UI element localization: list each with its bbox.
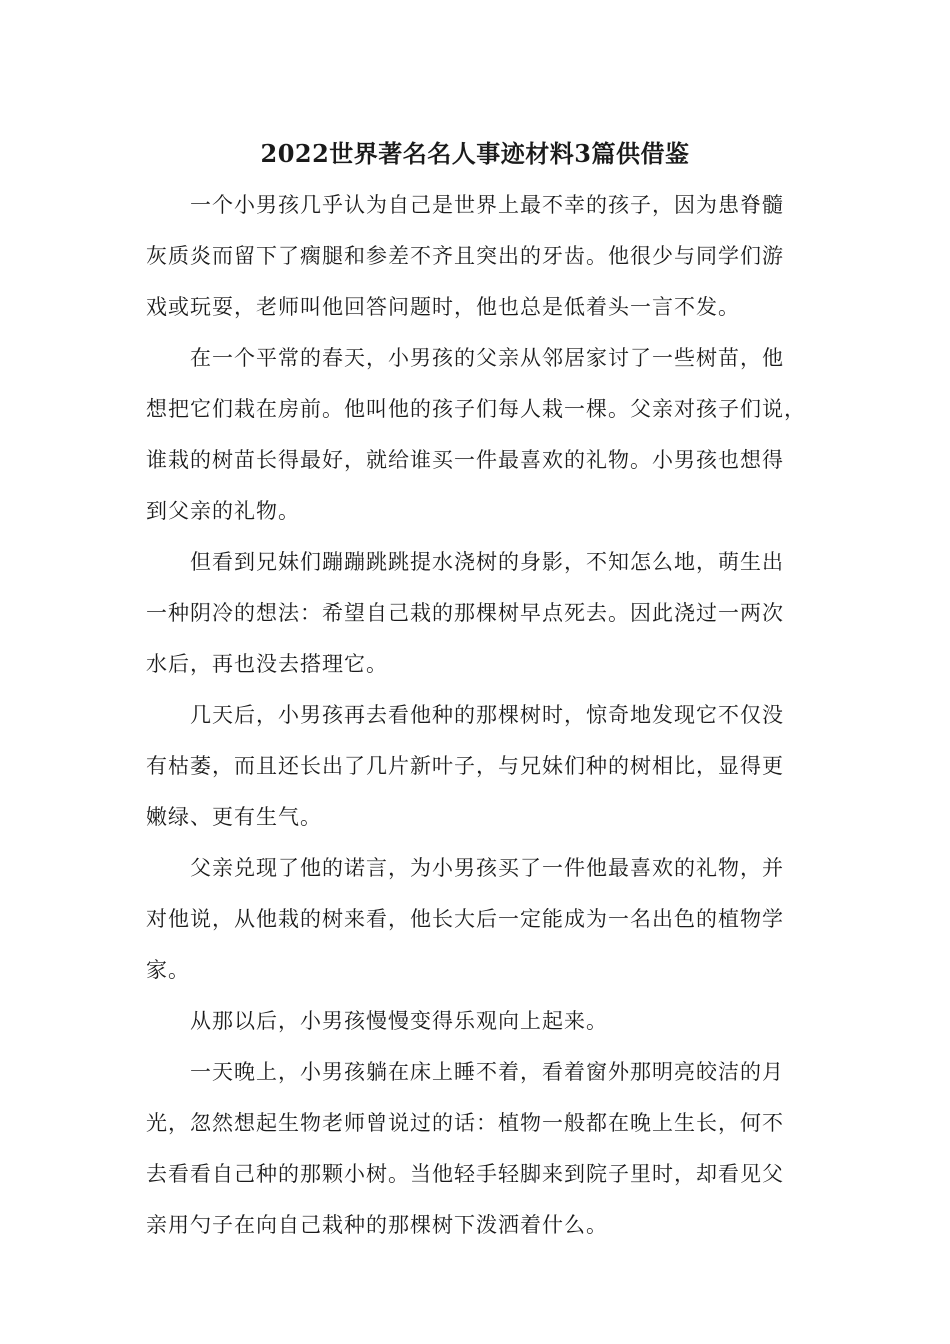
paragraph-line: 一天晚上，小男孩躺在床上睡不着，看着窗外那明亮皎洁的月: [190, 1060, 784, 1084]
paragraph-line: 戏或玩耍，老师叫他回答问题时，他也总是低着头一言不发。: [146, 295, 740, 319]
paragraph-line: 在一个平常的春天，小男孩的父亲从邻居家讨了一些树苗，他: [190, 346, 784, 370]
paragraph-line: 几天后，小男孩再去看他种的那棵树时，惊奇地发现它不仅没: [190, 703, 784, 727]
paragraph-line: 家。: [146, 958, 190, 982]
paragraph-line: 对他说，从他栽的树来看，他长大后一定能成为一名出色的植物学: [146, 907, 784, 931]
paragraph-line: 父亲兑现了他的诺言，为小男孩买了一件他最喜欢的礼物，并: [190, 856, 784, 880]
paragraph-line: 灰质炎而留下了瘸腿和参差不齐且突出的牙齿。他很少与同学们游: [146, 244, 784, 268]
document-body: [146, 180, 806, 1251]
paragraph-line: 有枯萎，而且还长出了几片新叶子，与兄妹们种的树相比，显得更: [146, 754, 784, 778]
paragraph-line: 水后，再也没去搭理它。: [146, 652, 388, 676]
paragraph-line: 嫩绿、更有生气。: [146, 805, 322, 829]
paragraph-line: 光，忽然想起生物老师曾说过的话：植物一般都在晚上生长，何不: [146, 1111, 784, 1135]
document-title: 2022世界著名名人事迹材料3篇供借鉴: [260, 139, 690, 168]
paragraph-line: 谁栽的树苗长得最好，就给谁买一件最喜欢的礼物。小男孩也想得: [146, 448, 784, 472]
paragraph-line: 从那以后，小男孩慢慢变得乐观向上起来。: [190, 1009, 608, 1033]
paragraph-line: 到父亲的礼物。: [146, 499, 300, 523]
paragraph-line: 亲用勺子在向自己栽种的那棵树下泼洒着什么。: [146, 1213, 608, 1237]
paragraph-line: 一个小男孩几乎认为自己是世界上最不幸的孩子，因为患脊髓: [190, 193, 784, 217]
paragraph-line: 想把它们栽在房前。他叫他的孩子们每人栽一棵。父亲对孩子们说，: [146, 397, 806, 421]
paragraph-line: 去看看自己种的那颗小树。当他轻手轻脚来到院子里时，却看见父: [146, 1162, 784, 1186]
paragraph-line: 但看到兄妹们蹦蹦跳跳提水浇树的身影，不知怎么地，萌生出: [190, 550, 784, 574]
paragraph-line: 一种阴冷的想法：希望自己栽的那棵树早点死去。因此浇过一两次: [146, 601, 784, 625]
